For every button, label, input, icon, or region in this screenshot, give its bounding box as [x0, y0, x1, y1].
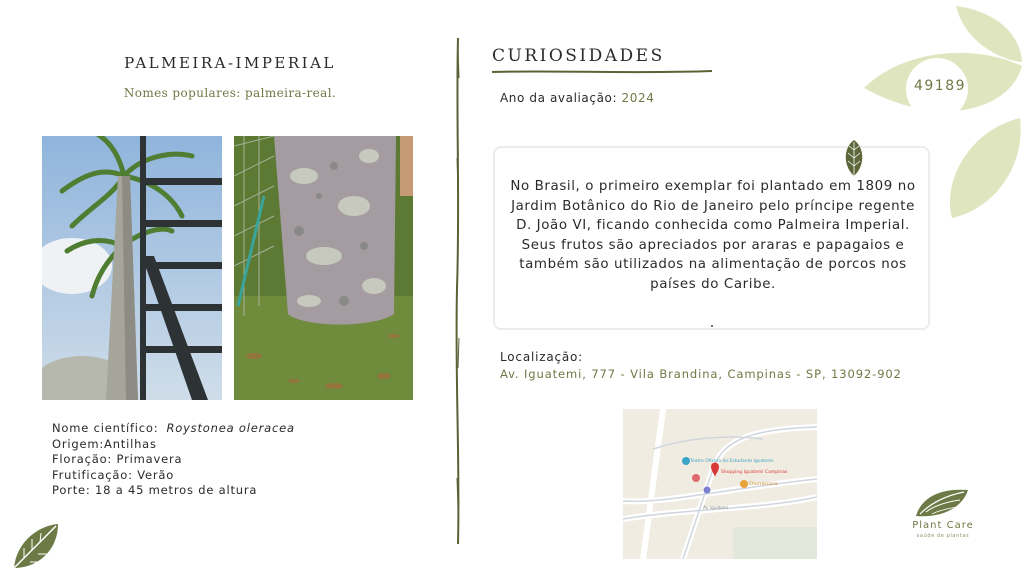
plant-info: [52, 421, 295, 499]
map-label-3: Churrascaria: [749, 482, 778, 487]
map-road-label: Av. Iguatemi: [703, 505, 728, 510]
scientific-name: Roystonea oleracea: [166, 421, 295, 435]
plant-care-logo: [912, 486, 970, 518]
leaf-icon: [843, 138, 865, 178]
plant-title: PALMEIRA-IMPERIAL: [124, 54, 336, 72]
vertical-divider: [452, 38, 464, 544]
title-underline: [492, 68, 714, 76]
trunk-photo: [234, 136, 413, 400]
origin: Origem:Antilhas: [52, 436, 157, 451]
location-label: Localização:: [500, 350, 584, 364]
map-label-2: Shopping Iguatemi Campinas: [721, 470, 788, 475]
year-value: 2024: [621, 91, 655, 105]
scientific-name-line: [52, 421, 295, 437]
leaf-icon: [10, 522, 62, 572]
scientific-label: Nome científico:: [52, 421, 159, 435]
card-dot: [711, 325, 713, 327]
brand-subtitle: saúde de plantas: [916, 533, 970, 539]
flowering: Floração: Primavera: [52, 452, 183, 466]
plant-code: 49189: [913, 78, 967, 94]
map-label-1: Teatro Oficina do Estudante Iguatemi: [690, 459, 774, 464]
curiosities-title: CURIOSIDADES: [492, 46, 665, 66]
year-label: Ano da avaliação:: [500, 91, 618, 105]
curiosity-text: No Brasil, o primeiro exemplar foi plantado em 1809 no Jardim Botânico do Rio de Janeiro pelo príncipe regente D. João VI, ficando conhecida como Palmeira Imperial. Seus frutos são apreciados por araras e papagaios e também são utilizados na alimentação de porcos nos países do Caribe.: [510, 179, 916, 292]
brand-name: Plant Care: [912, 520, 974, 531]
location-map[interactable]: [623, 409, 817, 559]
fruiting: Frutificação: Verão: [52, 467, 175, 482]
location-address[interactable]: Av. Iguatemi, 777 - Vila Brandina, Campinas - SP, 13092-902: [500, 367, 902, 381]
size: Porte: 18 a 45 metros de altura: [52, 483, 258, 497]
evaluation-year: [500, 91, 655, 105]
popular-names: Nomes populares: palmeira-real.: [123, 86, 337, 100]
palm-tree-photo: [42, 136, 222, 400]
